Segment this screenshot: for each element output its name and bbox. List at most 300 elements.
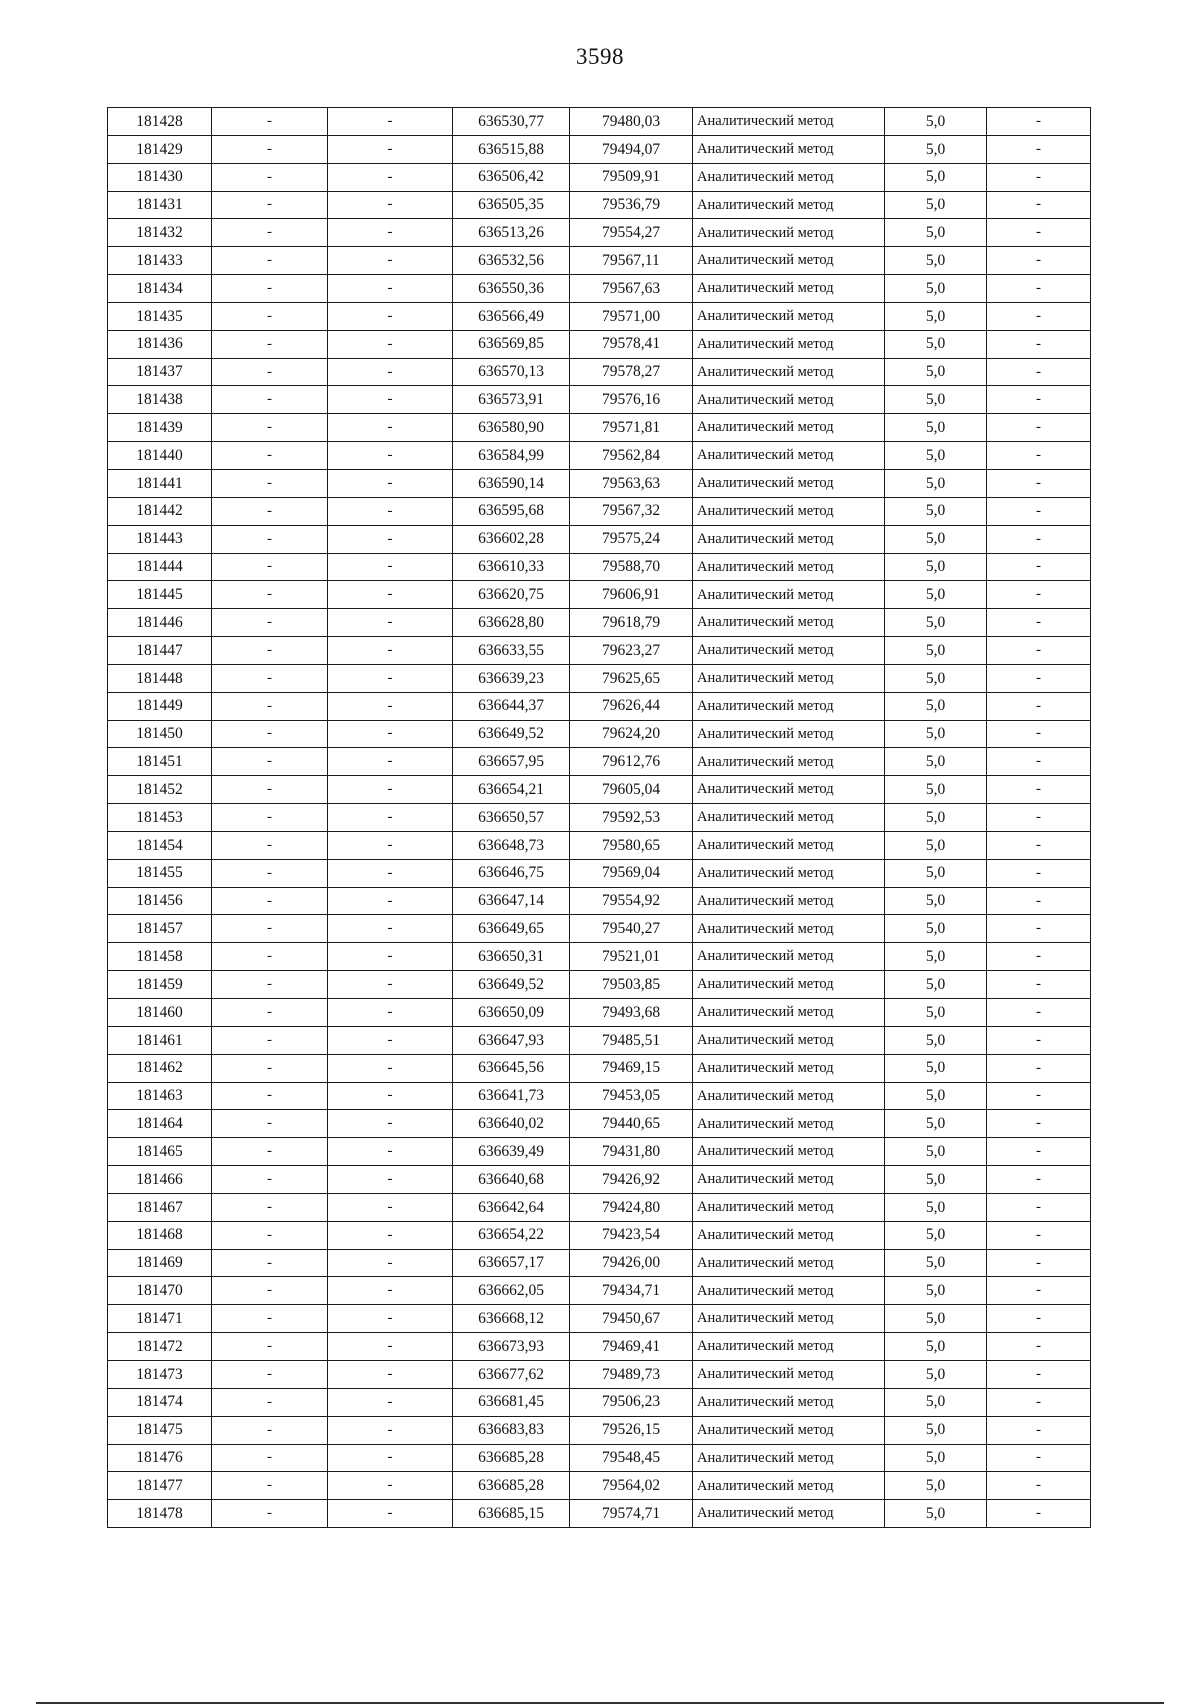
x-coordinate-cell: 636641,73 — [453, 1082, 570, 1110]
empty-value-cell: - — [212, 692, 328, 720]
point-number-cell: 181463 — [108, 1082, 212, 1110]
point-number-cell: 181460 — [108, 999, 212, 1027]
method-cell: Аналитический метод — [693, 748, 885, 776]
empty-value-cell: - — [987, 302, 1091, 330]
point-number-cell: 181451 — [108, 748, 212, 776]
accuracy-cell: 5,0 — [885, 1026, 987, 1054]
x-coordinate-cell: 636654,21 — [453, 776, 570, 804]
method-cell: Аналитический метод — [693, 275, 885, 303]
y-coordinate-cell: 79453,05 — [570, 1082, 693, 1110]
point-number-cell: 181453 — [108, 804, 212, 832]
method-cell: Аналитический метод — [693, 1221, 885, 1249]
x-coordinate-cell: 636640,68 — [453, 1166, 570, 1194]
accuracy-cell: 5,0 — [885, 1166, 987, 1194]
x-coordinate-cell: 636645,56 — [453, 1054, 570, 1082]
method-cell: Аналитический метод — [693, 1444, 885, 1472]
empty-value-cell: - — [212, 1026, 328, 1054]
method-cell: Аналитический метод — [693, 692, 885, 720]
method-cell: Аналитический метод — [693, 330, 885, 358]
point-number-cell: 181462 — [108, 1054, 212, 1082]
x-coordinate-cell: 636530,77 — [453, 108, 570, 136]
method-cell: Аналитический метод — [693, 720, 885, 748]
table-row — [108, 553, 1091, 581]
x-coordinate-cell: 636639,49 — [453, 1138, 570, 1166]
x-coordinate-cell: 636642,64 — [453, 1193, 570, 1221]
x-coordinate-cell: 636685,28 — [453, 1444, 570, 1472]
empty-value-cell: - — [987, 1416, 1091, 1444]
accuracy-cell: 5,0 — [885, 1054, 987, 1082]
y-coordinate-cell: 79605,04 — [570, 776, 693, 804]
x-coordinate-cell: 636570,13 — [453, 358, 570, 386]
table-row — [108, 442, 1091, 470]
empty-value-cell: - — [328, 414, 453, 442]
y-coordinate-cell: 79440,65 — [570, 1110, 693, 1138]
x-coordinate-cell: 636628,80 — [453, 609, 570, 637]
empty-value-cell: - — [987, 497, 1091, 525]
accuracy-cell: 5,0 — [885, 1138, 987, 1166]
method-cell: Аналитический метод — [693, 1388, 885, 1416]
method-cell: Аналитический метод — [693, 302, 885, 330]
empty-value-cell: - — [328, 1221, 453, 1249]
table-row — [108, 191, 1091, 219]
point-number-cell: 181467 — [108, 1193, 212, 1221]
point-number-cell: 181452 — [108, 776, 212, 804]
empty-value-cell: - — [212, 330, 328, 358]
accuracy-cell: 5,0 — [885, 414, 987, 442]
point-number-cell: 181435 — [108, 302, 212, 330]
empty-value-cell: - — [212, 1166, 328, 1194]
y-coordinate-cell: 79554,27 — [570, 219, 693, 247]
accuracy-cell: 5,0 — [885, 330, 987, 358]
method-cell: Аналитический метод — [693, 525, 885, 553]
empty-value-cell: - — [987, 1221, 1091, 1249]
accuracy-cell: 5,0 — [885, 776, 987, 804]
table-row — [108, 999, 1091, 1027]
empty-value-cell: - — [328, 1305, 453, 1333]
method-cell: Аналитический метод — [693, 831, 885, 859]
empty-value-cell: - — [328, 1500, 453, 1528]
empty-value-cell: - — [328, 609, 453, 637]
empty-value-cell: - — [987, 414, 1091, 442]
y-coordinate-cell: 79480,03 — [570, 108, 693, 136]
empty-value-cell: - — [212, 525, 328, 553]
empty-value-cell: - — [328, 330, 453, 358]
table-row — [108, 1221, 1091, 1249]
x-coordinate-cell: 636648,73 — [453, 831, 570, 859]
table-row — [108, 1193, 1091, 1221]
method-cell: Аналитический метод — [693, 1249, 885, 1277]
y-coordinate-cell: 79424,80 — [570, 1193, 693, 1221]
x-coordinate-cell: 636602,28 — [453, 525, 570, 553]
empty-value-cell: - — [987, 915, 1091, 943]
x-coordinate-cell: 636610,33 — [453, 553, 570, 581]
table-row — [108, 1333, 1091, 1361]
y-coordinate-cell: 79423,54 — [570, 1221, 693, 1249]
method-cell: Аналитический метод — [693, 1138, 885, 1166]
y-coordinate-cell: 79588,70 — [570, 553, 693, 581]
point-number-cell: 181455 — [108, 859, 212, 887]
y-coordinate-cell: 79578,27 — [570, 358, 693, 386]
accuracy-cell: 5,0 — [885, 191, 987, 219]
method-cell: Аналитический метод — [693, 358, 885, 386]
y-coordinate-cell: 79489,73 — [570, 1360, 693, 1388]
accuracy-cell: 5,0 — [885, 525, 987, 553]
accuracy-cell: 5,0 — [885, 553, 987, 581]
empty-value-cell: - — [987, 1305, 1091, 1333]
method-cell: Аналитический метод — [693, 108, 885, 136]
x-coordinate-cell: 636590,14 — [453, 469, 570, 497]
method-cell: Аналитический метод — [693, 664, 885, 692]
method-cell: Аналитический метод — [693, 1333, 885, 1361]
point-number-cell: 181468 — [108, 1221, 212, 1249]
empty-value-cell: - — [987, 804, 1091, 832]
empty-value-cell: - — [987, 525, 1091, 553]
table-row — [108, 414, 1091, 442]
empty-value-cell: - — [987, 1249, 1091, 1277]
x-coordinate-cell: 636640,02 — [453, 1110, 570, 1138]
point-number-cell: 181428 — [108, 108, 212, 136]
empty-value-cell: - — [212, 887, 328, 915]
point-number-cell: 181458 — [108, 943, 212, 971]
y-coordinate-cell: 79562,84 — [570, 442, 693, 470]
x-coordinate-cell: 636650,31 — [453, 943, 570, 971]
point-number-cell: 181449 — [108, 692, 212, 720]
empty-value-cell: - — [212, 1416, 328, 1444]
empty-value-cell: - — [212, 1082, 328, 1110]
empty-value-cell: - — [328, 191, 453, 219]
empty-value-cell: - — [328, 358, 453, 386]
accuracy-cell: 5,0 — [885, 1416, 987, 1444]
empty-value-cell: - — [987, 1360, 1091, 1388]
y-coordinate-cell: 79526,15 — [570, 1416, 693, 1444]
x-coordinate-cell: 636566,49 — [453, 302, 570, 330]
method-cell: Аналитический метод — [693, 442, 885, 470]
empty-value-cell: - — [328, 1472, 453, 1500]
empty-value-cell: - — [212, 1305, 328, 1333]
method-cell: Аналитический метод — [693, 581, 885, 609]
accuracy-cell: 5,0 — [885, 163, 987, 191]
accuracy-cell: 5,0 — [885, 831, 987, 859]
method-cell: Аналитический метод — [693, 553, 885, 581]
empty-value-cell: - — [328, 971, 453, 999]
x-coordinate-cell: 636644,37 — [453, 692, 570, 720]
empty-value-cell: - — [212, 1333, 328, 1361]
y-coordinate-cell: 79625,65 — [570, 664, 693, 692]
accuracy-cell: 5,0 — [885, 943, 987, 971]
method-cell: Аналитический метод — [693, 414, 885, 442]
y-coordinate-cell: 79606,91 — [570, 581, 693, 609]
empty-value-cell: - — [212, 859, 328, 887]
y-coordinate-cell: 79574,71 — [570, 1500, 693, 1528]
table-row — [108, 1054, 1091, 1082]
y-coordinate-cell: 79506,23 — [570, 1388, 693, 1416]
point-number-cell: 181433 — [108, 247, 212, 275]
table-row — [108, 776, 1091, 804]
empty-value-cell: - — [987, 1472, 1091, 1500]
point-number-cell: 181447 — [108, 637, 212, 665]
empty-value-cell: - — [328, 442, 453, 470]
table-row — [108, 1082, 1091, 1110]
empty-value-cell: - — [987, 748, 1091, 776]
x-coordinate-cell: 636633,55 — [453, 637, 570, 665]
point-number-cell: 181437 — [108, 358, 212, 386]
empty-value-cell: - — [212, 1360, 328, 1388]
empty-value-cell: - — [212, 275, 328, 303]
accuracy-cell: 5,0 — [885, 358, 987, 386]
empty-value-cell: - — [328, 1333, 453, 1361]
accuracy-cell: 5,0 — [885, 1277, 987, 1305]
empty-value-cell: - — [212, 1472, 328, 1500]
point-number-cell: 181445 — [108, 581, 212, 609]
empty-value-cell: - — [328, 1138, 453, 1166]
x-coordinate-cell: 636573,91 — [453, 386, 570, 414]
table-row — [108, 1360, 1091, 1388]
empty-value-cell: - — [212, 1193, 328, 1221]
page-number: 3598 — [576, 44, 624, 69]
x-coordinate-cell: 636620,75 — [453, 581, 570, 609]
y-coordinate-cell: 79564,02 — [570, 1472, 693, 1500]
empty-value-cell: - — [212, 581, 328, 609]
y-coordinate-cell: 79567,32 — [570, 497, 693, 525]
table-row — [108, 581, 1091, 609]
table-body — [108, 108, 1091, 1528]
x-coordinate-cell: 636650,09 — [453, 999, 570, 1027]
point-number-cell: 181434 — [108, 275, 212, 303]
point-number-cell: 181478 — [108, 1500, 212, 1528]
empty-value-cell: - — [212, 163, 328, 191]
point-number-cell: 181457 — [108, 915, 212, 943]
empty-value-cell: - — [987, 887, 1091, 915]
accuracy-cell: 5,0 — [885, 804, 987, 832]
empty-value-cell: - — [328, 692, 453, 720]
y-coordinate-cell: 79592,53 — [570, 804, 693, 832]
table-row — [108, 1472, 1091, 1500]
empty-value-cell: - — [328, 497, 453, 525]
point-number-cell: 181466 — [108, 1166, 212, 1194]
empty-value-cell: - — [212, 831, 328, 859]
x-coordinate-cell: 636584,99 — [453, 442, 570, 470]
empty-value-cell: - — [328, 163, 453, 191]
x-coordinate-cell: 636639,23 — [453, 664, 570, 692]
accuracy-cell: 5,0 — [885, 664, 987, 692]
method-cell: Аналитический метод — [693, 1026, 885, 1054]
accuracy-cell: 5,0 — [885, 1305, 987, 1333]
empty-value-cell: - — [987, 1054, 1091, 1082]
empty-value-cell: - — [987, 1138, 1091, 1166]
point-number-cell: 181456 — [108, 887, 212, 915]
empty-value-cell: - — [987, 999, 1091, 1027]
table-row — [108, 1500, 1091, 1528]
table-row — [108, 1249, 1091, 1277]
empty-value-cell: - — [987, 108, 1091, 136]
method-cell: Аналитический метод — [693, 1500, 885, 1528]
point-number-cell: 181431 — [108, 191, 212, 219]
y-coordinate-cell: 79434,71 — [570, 1277, 693, 1305]
y-coordinate-cell: 79571,81 — [570, 414, 693, 442]
method-cell: Аналитический метод — [693, 191, 885, 219]
point-number-cell: 181441 — [108, 469, 212, 497]
x-coordinate-cell: 636673,93 — [453, 1333, 570, 1361]
table-row — [108, 664, 1091, 692]
empty-value-cell: - — [987, 1277, 1091, 1305]
empty-value-cell: - — [328, 1416, 453, 1444]
table-row — [108, 943, 1091, 971]
empty-value-cell: - — [328, 1277, 453, 1305]
empty-value-cell: - — [212, 1444, 328, 1472]
method-cell: Аналитический метод — [693, 1472, 885, 1500]
accuracy-cell: 5,0 — [885, 275, 987, 303]
empty-value-cell: - — [987, 1500, 1091, 1528]
accuracy-cell: 5,0 — [885, 609, 987, 637]
table-row — [108, 525, 1091, 553]
empty-value-cell: - — [212, 553, 328, 581]
table-row — [108, 247, 1091, 275]
empty-value-cell: - — [987, 1193, 1091, 1221]
accuracy-cell: 5,0 — [885, 971, 987, 999]
empty-value-cell: - — [212, 108, 328, 136]
point-number-cell: 181470 — [108, 1277, 212, 1305]
empty-value-cell: - — [328, 1082, 453, 1110]
point-number-cell: 181444 — [108, 553, 212, 581]
empty-value-cell: - — [212, 776, 328, 804]
table-row — [108, 720, 1091, 748]
table-row — [108, 1388, 1091, 1416]
method-cell: Аналитический метод — [693, 1277, 885, 1305]
empty-value-cell: - — [987, 581, 1091, 609]
empty-value-cell: - — [987, 275, 1091, 303]
x-coordinate-cell: 636647,93 — [453, 1026, 570, 1054]
y-coordinate-cell: 79612,76 — [570, 748, 693, 776]
point-number-cell: 181432 — [108, 219, 212, 247]
table-row — [108, 804, 1091, 832]
point-number-cell: 181450 — [108, 720, 212, 748]
empty-value-cell: - — [987, 1166, 1091, 1194]
table-row — [108, 831, 1091, 859]
empty-value-cell: - — [987, 163, 1091, 191]
method-cell: Аналитический метод — [693, 163, 885, 191]
method-cell: Аналитический метод — [693, 804, 885, 832]
empty-value-cell: - — [328, 943, 453, 971]
empty-value-cell: - — [212, 943, 328, 971]
accuracy-cell: 5,0 — [885, 1193, 987, 1221]
empty-value-cell: - — [212, 1221, 328, 1249]
method-cell: Аналитический метод — [693, 887, 885, 915]
empty-value-cell: - — [328, 1249, 453, 1277]
accuracy-cell: 5,0 — [885, 219, 987, 247]
y-coordinate-cell: 79426,92 — [570, 1166, 693, 1194]
point-number-cell: 181464 — [108, 1110, 212, 1138]
y-coordinate-cell: 79623,27 — [570, 637, 693, 665]
method-cell: Аналитический метод — [693, 776, 885, 804]
empty-value-cell: - — [212, 1138, 328, 1166]
empty-value-cell: - — [987, 971, 1091, 999]
accuracy-cell: 5,0 — [885, 1249, 987, 1277]
method-cell: Аналитический метод — [693, 637, 885, 665]
accuracy-cell: 5,0 — [885, 386, 987, 414]
accuracy-cell: 5,0 — [885, 135, 987, 163]
empty-value-cell: - — [212, 135, 328, 163]
empty-value-cell: - — [328, 386, 453, 414]
empty-value-cell: - — [328, 720, 453, 748]
empty-value-cell: - — [987, 330, 1091, 358]
table-row — [108, 1166, 1091, 1194]
empty-value-cell: - — [328, 831, 453, 859]
accuracy-cell: 5,0 — [885, 497, 987, 525]
x-coordinate-cell: 636649,65 — [453, 915, 570, 943]
accuracy-cell: 5,0 — [885, 1388, 987, 1416]
y-coordinate-cell: 79575,24 — [570, 525, 693, 553]
point-number-cell: 181471 — [108, 1305, 212, 1333]
empty-value-cell: - — [328, 804, 453, 832]
y-coordinate-cell: 79536,79 — [570, 191, 693, 219]
empty-value-cell: - — [328, 275, 453, 303]
empty-value-cell: - — [212, 999, 328, 1027]
table-row — [108, 219, 1091, 247]
x-coordinate-cell: 636515,88 — [453, 135, 570, 163]
table-row — [108, 637, 1091, 665]
empty-value-cell: - — [328, 1110, 453, 1138]
y-coordinate-cell: 79503,85 — [570, 971, 693, 999]
point-number-cell: 181442 — [108, 497, 212, 525]
y-coordinate-cell: 79494,07 — [570, 135, 693, 163]
point-number-cell: 181438 — [108, 386, 212, 414]
point-number-cell: 181440 — [108, 442, 212, 470]
y-coordinate-cell: 79567,11 — [570, 247, 693, 275]
point-number-cell: 181472 — [108, 1333, 212, 1361]
table-row — [108, 609, 1091, 637]
point-number-cell: 181459 — [108, 971, 212, 999]
empty-value-cell: - — [987, 943, 1091, 971]
table-row — [108, 497, 1091, 525]
y-coordinate-cell: 79493,68 — [570, 999, 693, 1027]
empty-value-cell: - — [328, 664, 453, 692]
method-cell: Аналитический метод — [693, 609, 885, 637]
empty-value-cell: - — [328, 302, 453, 330]
empty-value-cell: - — [987, 442, 1091, 470]
table-row — [108, 163, 1091, 191]
accuracy-cell: 5,0 — [885, 720, 987, 748]
empty-value-cell: - — [987, 553, 1091, 581]
empty-value-cell: - — [987, 1026, 1091, 1054]
empty-value-cell: - — [328, 859, 453, 887]
empty-value-cell: - — [987, 776, 1091, 804]
x-coordinate-cell: 636685,28 — [453, 1472, 570, 1500]
empty-value-cell: - — [328, 553, 453, 581]
accuracy-cell: 5,0 — [885, 581, 987, 609]
empty-value-cell: - — [328, 1388, 453, 1416]
empty-value-cell: - — [212, 1054, 328, 1082]
method-cell: Аналитический метод — [693, 1110, 885, 1138]
empty-value-cell: - — [328, 1193, 453, 1221]
empty-value-cell: - — [328, 1166, 453, 1194]
empty-value-cell: - — [987, 247, 1091, 275]
empty-value-cell: - — [212, 497, 328, 525]
method-cell: Аналитический метод — [693, 915, 885, 943]
method-cell: Аналитический метод — [693, 859, 885, 887]
accuracy-cell: 5,0 — [885, 469, 987, 497]
x-coordinate-cell: 636569,85 — [453, 330, 570, 358]
empty-value-cell: - — [328, 1360, 453, 1388]
table-row — [108, 887, 1091, 915]
method-cell: Аналитический метод — [693, 497, 885, 525]
y-coordinate-cell: 79426,00 — [570, 1249, 693, 1277]
accuracy-cell: 5,0 — [885, 1082, 987, 1110]
table-row — [108, 275, 1091, 303]
footer-rule — [36, 1702, 1164, 1704]
empty-value-cell: - — [328, 1054, 453, 1082]
empty-value-cell: - — [987, 1110, 1091, 1138]
table-row — [108, 915, 1091, 943]
